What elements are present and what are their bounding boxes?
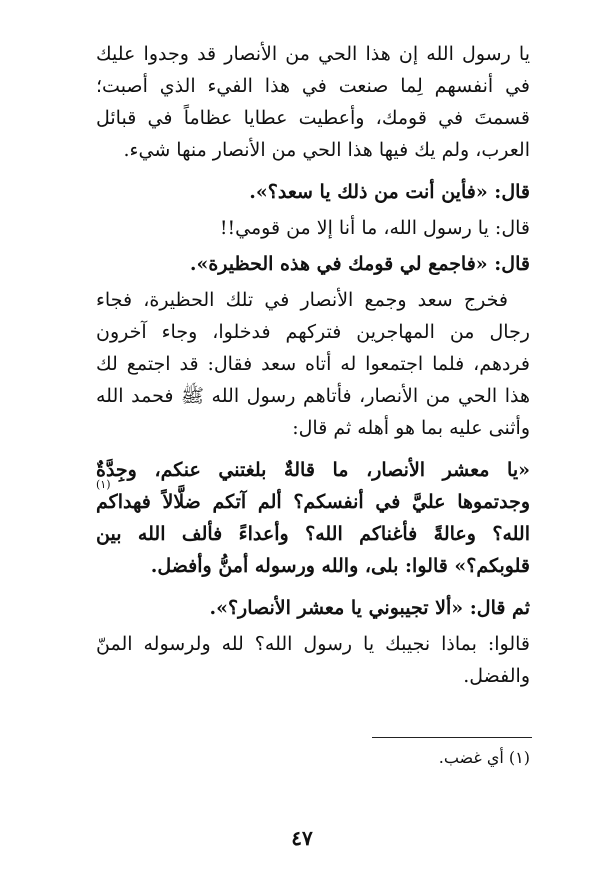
paragraph: يا رسول الله إن هذا الحي من الأنصار قد وجدوا عليك في أنفسهم لِما صنعت في هذا الفيء الذي أصبت؛ قسمتَ في قومك، وأعطيت عطايا عظاماً في قبائل العرب، ولم يك فيها هذا الحي من الأنصار منها شيء. — [96, 43, 530, 161]
footnote-divider — [372, 737, 532, 738]
speech-paragraph: «يا معشر الأنصار، ما قالةٌ بلغتني عنكم، وجِدَّةٌ وجدتموها عليَّ في أنفسكم؟ ألم آتكم ضلَّالاً فهداكم الله؟ وعالةً فأغناكم الله؟ وأعداءً فألف الله بين قلوبكم؟» قالوا: بلى، والله ورسوله أمنُّ وأفضل. — [96, 459, 530, 577]
quote-line: قال: «فأين أنت من ذلك يا سعد؟». — [249, 181, 530, 203]
paragraph: قالوا: بماذا نجيبك يا رسول الله؟ لله ولرسوله المنّ والفضل. — [96, 633, 530, 687]
paragraph: فخرج سعد وجمع الأنصار في تلك الحظيرة، فجاء رجال من المهاجرين فتركهم فدخلوا، وجاء آخرون فردهم، فلما اجتمعوا له أتاه سعد فقال: قد اجتمع لك هذا الحي من الأنصار، فأتاهم رسول الله ﷺ فحمد الله وأثنى عليه بما هو أهله ثم قال: — [96, 289, 530, 439]
page-body — [96, 38, 530, 702]
footnote-marker: (١) — [96, 478, 111, 491]
page-number: ٤٧ — [291, 826, 313, 850]
quote-line: ثم قال: «ألا تجيبوني يا معشر الأنصار؟». — [209, 597, 530, 619]
footnote: (١) أي غضب. — [438, 748, 530, 767]
quote-line: قال: «فاجمع لي قومك في هذه الحظيرة». — [189, 253, 530, 275]
reply-line: قال: يا رسول الله، ما أنا إلا من قومي!! — [219, 217, 530, 239]
